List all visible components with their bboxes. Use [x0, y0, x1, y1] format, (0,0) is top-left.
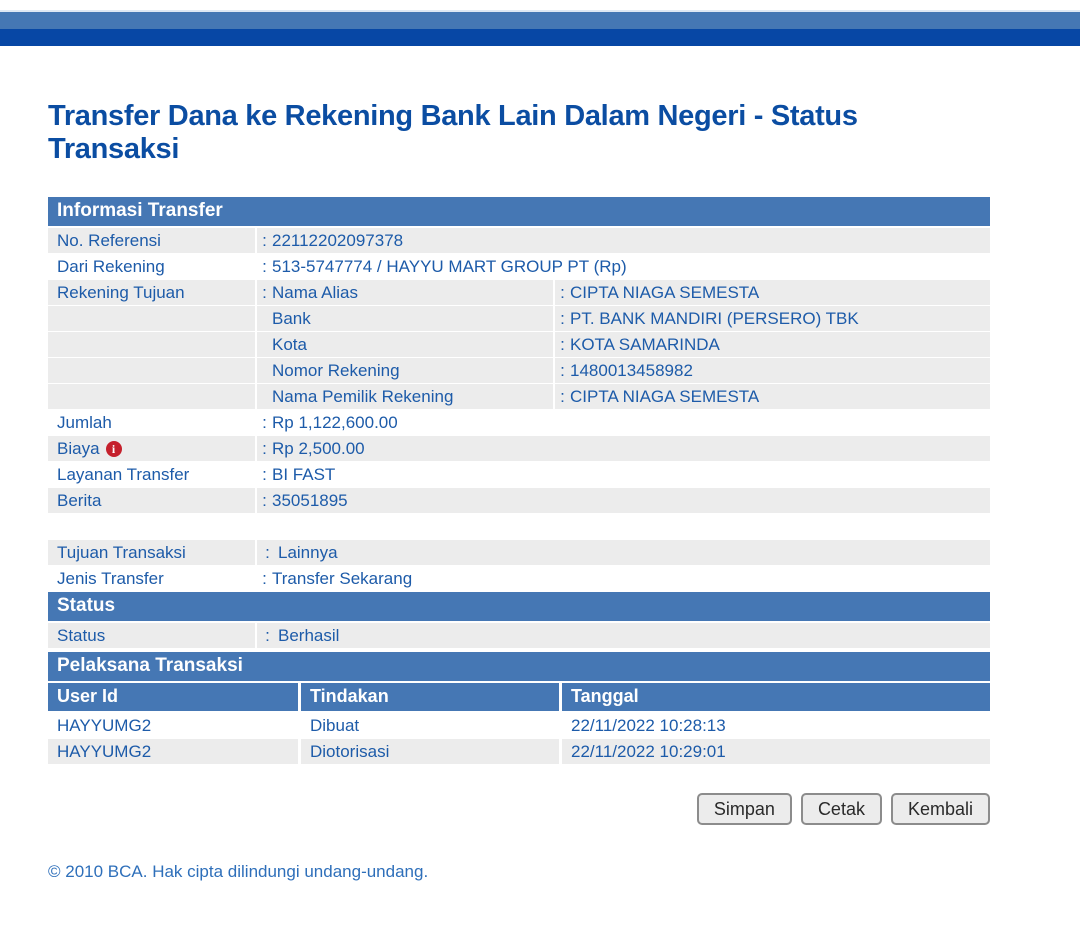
sub-label: Nama Alias	[272, 282, 358, 302]
sub-label: Bank	[272, 308, 311, 328]
sub-value: PT. BANK MANDIRI (PERSERO) TBK	[570, 308, 859, 328]
row-label: Jenis Transfer	[48, 566, 255, 591]
row-label: Dari Rekening	[48, 254, 255, 279]
page-title: Transfer Dana ke Rekening Bank Lain Dalam Negeri - Status Transaksi	[48, 100, 858, 165]
table-row-rekening-tujuan-5	[48, 384, 990, 409]
row-label: Tujuan Transaksi	[48, 540, 255, 565]
row-label: Rekening Tujuan	[48, 280, 255, 305]
row-label: No. Referensi	[48, 228, 255, 253]
colon: :	[560, 282, 565, 302]
colon: :	[262, 438, 267, 458]
sub-value: CIPTA NIAGA SEMESTA	[570, 282, 760, 302]
header-bar-light	[0, 12, 1080, 29]
row-label: Layanan Transfer	[48, 462, 255, 487]
row-value: 513-5747774 / HAYYU MART GROUP PT (Rp)	[272, 256, 627, 276]
table-row-biaya	[48, 436, 990, 461]
colon: :	[560, 334, 565, 354]
copyright-footer: © 2010 BCA. Hak cipta dilindungi undang-undang.	[48, 862, 429, 881]
table-row-status	[48, 623, 990, 648]
action-button-row	[48, 793, 990, 825]
tanggal-cell: 22/11/2022 10:29:01	[562, 739, 990, 764]
row-label: Berita	[48, 488, 255, 513]
table-row-rekening-tujuan-4	[48, 358, 990, 383]
pelaksana-table-header	[48, 683, 990, 711]
colon: :	[262, 568, 267, 588]
tanggal-cell: 22/11/2022 10:28:13	[562, 713, 990, 738]
table-row-tujuan-transaksi	[48, 540, 990, 565]
table-row-rekening-tujuan-1	[48, 280, 990, 305]
tindakan-cell: Diotorisasi	[301, 739, 559, 764]
colon: :	[262, 464, 267, 484]
column-header-tindakan: Tindakan	[301, 683, 559, 711]
row-label: Biaya	[57, 438, 100, 458]
table-row-layanan-transfer	[48, 462, 990, 487]
section-header-status: Status	[48, 592, 990, 621]
user-id-cell: HAYYUMG2	[48, 713, 298, 738]
main-content	[48, 100, 990, 882]
row-value: 35051895	[272, 490, 348, 510]
row-value: 22112202097378	[272, 230, 404, 250]
section-header-pelaksana-transaksi: Pelaksana Transaksi	[48, 652, 990, 681]
sub-value: 1480013458982	[570, 360, 693, 380]
colon: :	[262, 230, 267, 250]
colon: :	[560, 360, 565, 380]
table-row-dari-rekening	[48, 254, 990, 279]
pelaksana-row-dibuat	[48, 713, 990, 738]
table-row-no-referensi	[48, 228, 990, 253]
sub-label: Nama Pemilik Rekening	[272, 386, 454, 406]
row-value: Rp 2,500.00	[272, 438, 365, 458]
table-row-rekening-tujuan-3	[48, 332, 990, 357]
colon: :	[262, 490, 267, 510]
row-value: Rp 1,122,600.00	[272, 412, 398, 432]
header-bar-dark	[0, 29, 1080, 46]
colon: :	[265, 542, 270, 562]
row-value: Lainnya	[278, 542, 338, 562]
colon: :	[262, 412, 267, 432]
row-value: Transfer Sekarang	[272, 568, 413, 588]
user-id-cell: HAYYUMG2	[48, 739, 298, 764]
row-value: Berhasil	[278, 625, 340, 645]
colon: :	[262, 282, 267, 302]
colon: :	[265, 625, 270, 645]
row-spacer	[48, 514, 990, 540]
sub-label: Nomor Rekening	[272, 360, 400, 380]
top-strip	[0, 0, 1080, 12]
pelaksana-row-diotorisasi	[48, 739, 990, 764]
sub-value: CIPTA NIAGA SEMESTA	[570, 386, 760, 406]
row-label: Jumlah	[48, 410, 255, 435]
colon: :	[560, 308, 565, 328]
sub-label: Kota	[272, 334, 307, 354]
table-row-jumlah	[48, 410, 990, 435]
column-header-tanggal: Tanggal	[562, 683, 990, 711]
colon: :	[560, 386, 565, 406]
simpan-button[interactable]: Simpan	[697, 793, 792, 825]
table-row-berita	[48, 488, 990, 513]
colon: :	[262, 256, 267, 276]
sub-value: KOTA SAMARINDA	[570, 334, 720, 354]
tindakan-cell: Dibuat	[301, 713, 559, 738]
row-label: Status	[48, 623, 255, 648]
table-row-rekening-tujuan-2	[48, 306, 990, 331]
table-row-jenis-transfer	[48, 566, 990, 591]
info-icon[interactable]: i	[106, 441, 122, 457]
kembali-button[interactable]: Kembali	[891, 793, 990, 825]
row-value: BI FAST	[272, 464, 336, 484]
section-header-informasi-transfer: Informasi Transfer	[48, 197, 990, 226]
column-header-user-id: User Id	[48, 683, 298, 711]
cetak-button[interactable]: Cetak	[801, 793, 882, 825]
